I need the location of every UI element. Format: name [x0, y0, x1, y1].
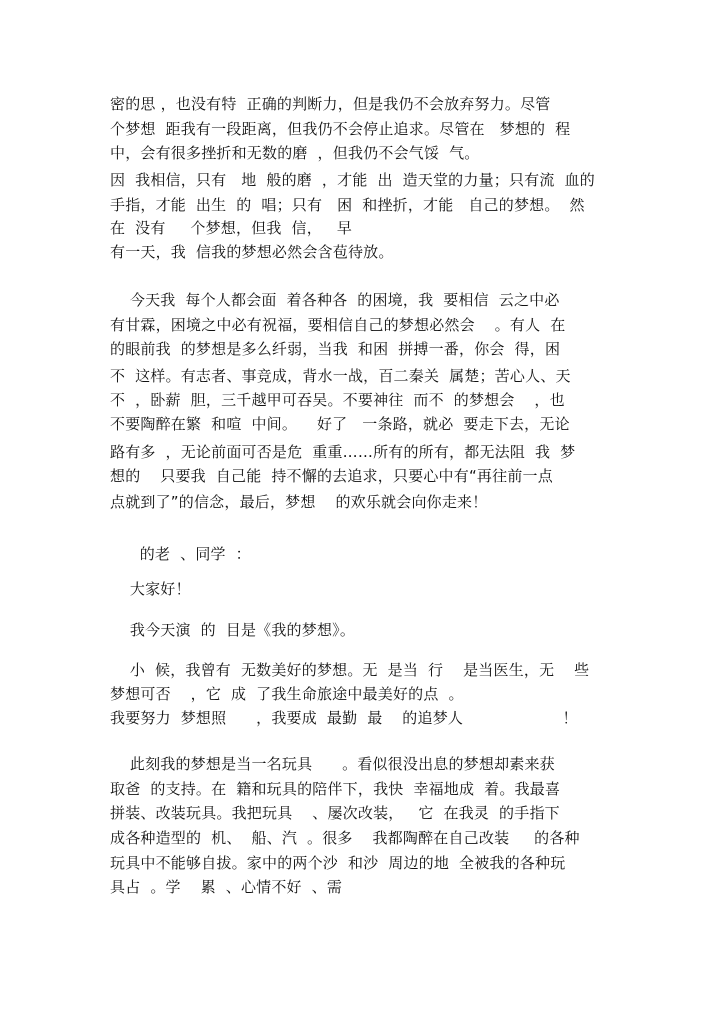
text-line: 不要陶醉在繁 和喧 中间。 好了 一条路，就必 要走下去，无论 [110, 415, 570, 433]
text-line: 成各种造型的 机、 船、汽 。很多 我都陶醉在自己改装 的各种 [110, 829, 580, 847]
text-line: 的眼前我 的梦想是多么纤弱，当我 和困 拼搏一番，你会 得，困 [110, 340, 561, 358]
salutation-line: 的老 、同学 ： [110, 545, 251, 563]
text-line: 个梦想 距我有一段距离，但我仍不会停止追求。尽管在 梦想的 程 [110, 120, 571, 138]
text-line: 具占 。学 累 、心情不好 、需 [110, 878, 343, 896]
text-line: 有一天，我 信我的梦想必然会含苞待放。 [110, 243, 394, 261]
text-line: 取爸 的支持。在 籍和玩具的陪伴下，我快 幸福地成 着。我最喜 [110, 780, 561, 798]
text-line: 因 我相信，只有 地 般的磨 ，才能 出 造天堂的力量；只有流 血的 [110, 171, 595, 189]
text-line: 在 没有 个梦想，但我 信， 早 [110, 219, 353, 237]
text-line: 想的 只要我 自己能 持不懈的去追求，只要心中有“再往前一点 [110, 467, 553, 485]
speech-title-line: 我今天演 的 目是《我的梦想》。 [110, 621, 356, 639]
text-line: 中，会有很多挫折和无数的磨 ，但我仍不会气馁 气。 [110, 144, 480, 162]
text-line: 有甘霖，困境之中必有祝福，要相信自己的梦想必然会 。有人 在 [110, 316, 566, 334]
text-line: 玩具中不能够自拔。家中的两个沙 和沙 周边的地 全被我的各种玩 [110, 854, 566, 872]
text-line: 小 候，我曾有 无数美好的梦想。无 是当 行 是当医生，无 些 [110, 661, 590, 679]
text-line: 今天我 每个人都会面 着各种各 的困境，我 要相信 云之中必 [110, 291, 560, 309]
text-line: 我要努力 梦想照 ，我要成 最勤 最 的追梦人 ！ [110, 709, 578, 727]
text-line: 不 ，卧薪 胆，三千越甲可吞吴。不要神往 而不 的梦想会 ，也 [110, 391, 565, 409]
text-line: 拼装、改装玩具。我把玩具 、屡次改装， 它 在我灵 的手指下 [110, 804, 560, 822]
text-line: 密的思 ，也没有特 正确的判断力，但是我仍不会放弃努力。尽管 [110, 95, 551, 113]
text-line: 路有多 ，无论前面可否是危 重重……所有的所有，都无法阻 我 梦 [110, 443, 576, 461]
greeting-line: 大家好！ [110, 580, 191, 598]
text-line: 此刻我的梦想是当一名玩具 。看似很没出息的梦想却素来获 [110, 755, 555, 773]
text-line: 手指，才能 出生 的 唱；只有 困 和挫折，才能 自己的梦想。 然 [110, 196, 585, 214]
text-line: 不 这样。有志者、事竞成，背水一战，百二秦关 属楚；苦心人、天 [110, 367, 571, 385]
text-line: 点就到了”的信念，最后，梦想 的欢乐就会向你走来！ [110, 493, 488, 511]
text-line: 梦想可否 ，它 成 了我生命旅途中最美好的点 。 [110, 685, 464, 703]
